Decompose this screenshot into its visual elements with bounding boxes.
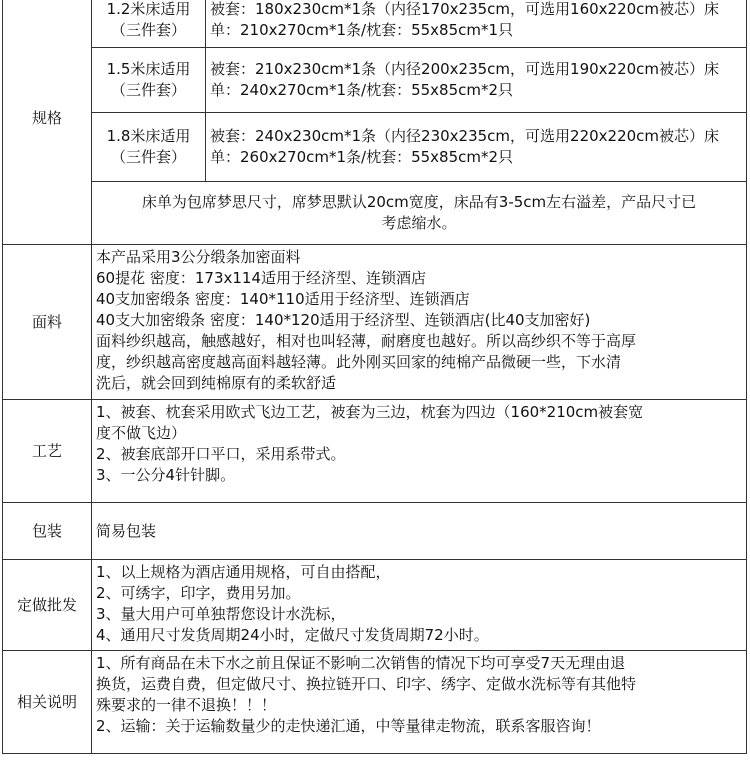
desc-line: 单：240x270cm*1条/枕套：55x85cm*2只 — [210, 81, 514, 99]
size-set: （三件套） — [110, 148, 186, 166]
size-name: 1.5米床适用 — [106, 60, 191, 78]
custom-row — [3, 560, 747, 651]
size-set: （三件套） — [110, 21, 186, 39]
spec-row-1-2m — [3, 0, 747, 48]
custom-label: 定做批发 — [3, 560, 92, 651]
spec-label: 规格 — [3, 0, 92, 245]
notes-line: 换货，运费自费，但定做尺寸、换拉链开口、印字、绣字、定做水洗标等有其他特 — [96, 675, 637, 693]
custom-line: 1、以上规格为酒店通用规格，可自由搭配， — [96, 563, 391, 581]
desc-line: 单：210x270cm*1条/枕套：55x85cm*1只 — [210, 21, 514, 39]
fabric-line: 洗后，就会回到纯棉原有的柔软舒适 — [96, 374, 337, 392]
size-name: 1.8米床适用 — [106, 127, 191, 145]
spec-note-row — [3, 182, 747, 245]
fabric-line: 40支加密缎条 密度：140*110适用于经济型、连锁酒店 — [96, 290, 470, 308]
spec-desc-cell — [206, 0, 747, 48]
packing-label: 包装 — [3, 503, 92, 560]
notes-label: 相关说明 — [3, 651, 92, 754]
spec-row-1-8m — [3, 113, 747, 182]
notes-content — [92, 651, 747, 754]
note-line: 考虑缩水。 — [381, 214, 457, 232]
note-line: 床单为包席梦思尺寸，席梦思默认20cm宽度，床品有3-5cm左右溢差，产品尺寸已 — [141, 193, 697, 211]
custom-line: 3、量大用户可单独帮您设计水洗标， — [96, 605, 346, 623]
fabric-line: 度，纱织越高密度越高面料越轻薄。此外刚买回家的纯棉产品微硬一些，下水清 — [96, 353, 622, 371]
craft-line: 2、被套底部开口平口，采用系带式。 — [96, 445, 346, 463]
craft-line: 度不做飞边） — [96, 424, 187, 442]
craft-row — [3, 400, 747, 503]
notes-line: 2、运输：关于运输数量少的走快递汇通，中等量律走物流，联系客服咨询！ — [96, 717, 601, 735]
spec-row-1-5m — [3, 48, 747, 113]
size-name: 1.2米床适用 — [106, 0, 191, 18]
spec-size-cell — [92, 48, 206, 113]
fabric-row — [3, 245, 747, 400]
fabric-line: 40支大加密缎条 密度：140*120适用于经济型、连锁酒店(比40支加密好) — [96, 311, 591, 329]
fabric-label: 面料 — [3, 245, 92, 400]
craft-line: 3、一公分4针针脚。 — [96, 466, 236, 484]
spec-size-cell — [92, 113, 206, 182]
fabric-line: 本产品采用3公分缎条加密面料 — [96, 248, 301, 266]
custom-line: 4、通用尺寸发货周期24小时，定做尺寸发货周期72小时。 — [96, 626, 489, 644]
desc-line: 单：260x270cm*1条/枕套：55x85cm*2只 — [210, 148, 514, 166]
desc-line: 被套：240x230cm*1条（内径230x235cm，可选用220x220cm被芯）床 — [210, 127, 720, 145]
custom-line: 2、可绣字，印字，费用另加。 — [96, 584, 301, 602]
spec-desc-cell — [206, 48, 747, 113]
notes-row — [3, 651, 747, 754]
product-spec-table — [2, 0, 747, 754]
packing-row — [3, 503, 747, 560]
craft-content — [92, 400, 747, 503]
craft-label: 工艺 — [3, 400, 92, 503]
fabric-line: 60提花 密度：173x114适用于经济型、连锁酒店 — [96, 269, 426, 287]
custom-content — [92, 560, 747, 651]
notes-line: 1、所有商品在未下水之前且保证不影响二次销售的情况下均可享受7天无理由退 — [96, 654, 626, 672]
desc-line: 被套：210x230cm*1条（内径200x235cm，可选用190x220cm被芯）床 — [210, 60, 720, 78]
spec-size-cell — [92, 0, 206, 48]
spec-note — [92, 182, 747, 245]
fabric-line: 面料纱织越高，触感越好，相对也叫轻薄，耐磨度也越好。所以高纱织不等于高厚 — [96, 332, 637, 350]
packing-text: 简易包装 — [92, 503, 747, 560]
spec-desc-cell — [206, 113, 747, 182]
notes-line: 殊要求的一律不退换！！！ — [96, 696, 277, 714]
fabric-content — [92, 245, 747, 400]
craft-line: 1、被套、枕套采用欧式飞边工艺，被套为三边，枕套为四边（160*210cm被套宽 — [96, 403, 644, 421]
size-set: （三件套） — [110, 81, 186, 99]
desc-line: 被套：180x230cm*1条（内径170x235cm，可选用160x220cm被芯）床 — [210, 0, 720, 18]
